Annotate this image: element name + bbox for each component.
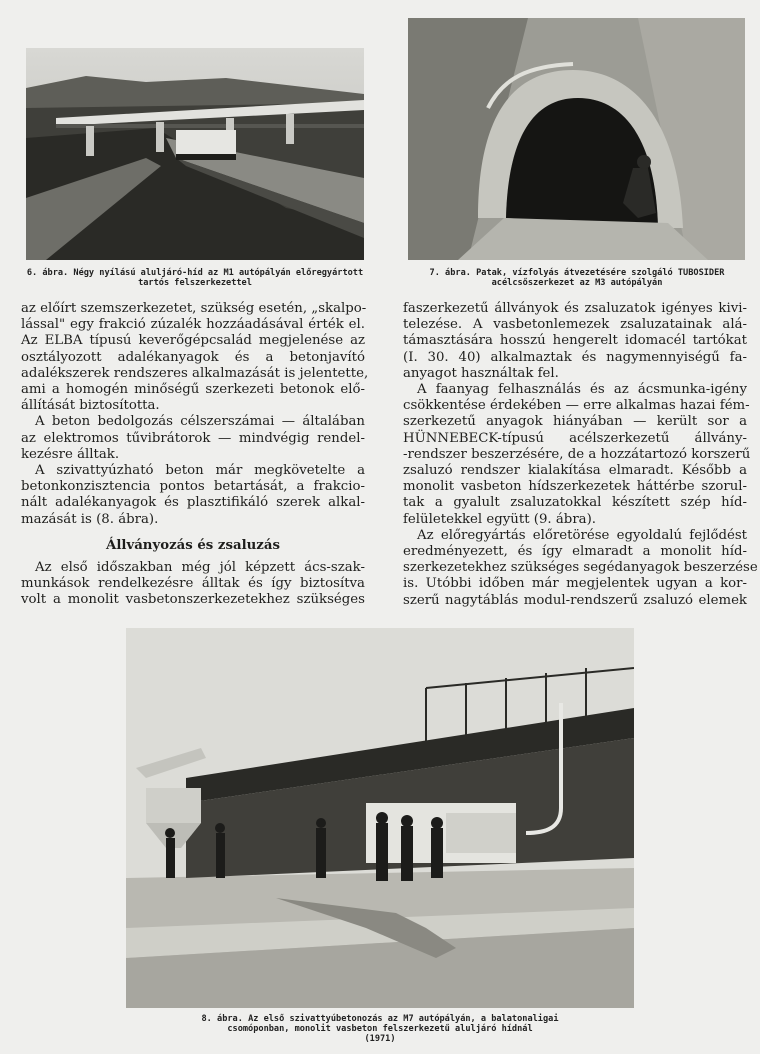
text-line: ami a homogén minőségű szerkezeti betonok elő- — [21, 382, 365, 398]
text-line: HÜNNEBECK-típusú acélszerkezetű állvány- — [403, 430, 747, 446]
text-line: kezésre álltak. — [21, 446, 120, 462]
text-line: állítását biztosította. — [21, 398, 160, 414]
caption-line: (1971) — [364, 1034, 396, 1044]
text-line: munkások rendelkezésre álltak és így biztosítva — [21, 576, 365, 592]
paragraph — [21, 301, 369, 414]
text-line: A szivattyúzható beton már megkövetelte a — [35, 463, 365, 479]
figure-8-caption — [160, 1014, 600, 1044]
text-line: szerű nagytáblás modul-rendszerű zsaluzó elemek — [403, 592, 747, 608]
text-line: anyagot használtak fel. — [403, 365, 559, 381]
caption-line: csomóponban, monolit vasbeton felszerkezetű aluljáró hídnál — [227, 1024, 533, 1034]
text-line: A faanyag felhasználás és az ácsmunka-igény — [417, 382, 747, 398]
text-line: betonkonzisztencia pontos betartását, a frakcio- — [21, 479, 365, 495]
caption-line: acélcsőszerkezet az M3 autópályán — [491, 278, 663, 288]
text-line: az előírt szemszerkezetet, szükség esetén, „skalpo- — [21, 301, 367, 316]
paragraph — [403, 382, 751, 528]
left-text-column — [21, 301, 369, 608]
text-line: szerkezetekhez szükséges segédanyagok beszerzése — [403, 560, 758, 576]
caption-line: 6. ábra. Négy nyílású aluljáró-híd az M1 autópályán előregyártott — [26, 268, 364, 278]
section-heading: Állványozás és zsaluzás — [106, 537, 280, 553]
caption-line: 8. ábra. Az első szivattyúbetonozás az M7 autópályán, a balatonaligai — [201, 1014, 559, 1024]
text-line: nált adalékanyagok és plasztifikáló szerek alkal- — [21, 495, 365, 511]
paragraph — [403, 527, 758, 609]
text-line: telezése. A vasbetonlemezek zsaluzatainak alá- — [403, 317, 747, 333]
text-line: lással" egy frakció zúzalék hozzáadásával érték el. — [21, 317, 365, 333]
text-line: Az első időszakban még jól képzett ács-szak- — [35, 559, 365, 575]
text-line: felületekkel együtt (9. ábra). — [403, 511, 597, 527]
text-line: Az ELBA típusú keverőgépcsalád megjelenése az — [21, 333, 365, 349]
paragraph — [21, 463, 365, 528]
figure-6-caption — [14, 268, 376, 288]
text-line: támasztására hosszú hengerelt idomacél tartókat — [403, 333, 747, 349]
paragraph — [21, 414, 365, 463]
text-line: eredményezett, és így elmaradt a monolit híd- — [403, 544, 747, 560]
text-line: is. Utóbbi időben már megjelentek ugyan a kor- — [403, 576, 747, 592]
text-line: szerkezetű anyagok hiányában — került sor a — [403, 414, 747, 430]
text-line: monolit vasbeton hídszerkezetek háttérbe szorul- — [403, 479, 747, 495]
text-line: mazását is (8. ábra). — [21, 511, 159, 527]
figure-6-photo — [26, 48, 364, 260]
caption-line: 7. ábra. Patak, vízfolyás átvezetésére szolgáló TUBOSIDER — [429, 268, 725, 278]
text-line: Az előregyártás előretörése egyoldalú fejlődést — [417, 527, 747, 543]
text-line: osztályozott adalékanyagok és a betonjavító — [21, 349, 365, 365]
text-line: A beton bedolgozás célszerszámai — általában — [35, 414, 365, 430]
text-line: tak a gyalult zsaluzatokkal készített szép híd- — [403, 495, 747, 511]
right-text-column — [403, 301, 758, 609]
text-line: az elektromos tűvibrátorok — mindvégig rendel- — [21, 430, 365, 446]
figure-8-photo — [126, 628, 634, 1008]
paragraph — [21, 560, 365, 609]
text-line: csökkentése érdekében — erre alkalmas hazai fém- — [403, 398, 750, 414]
text-line: volt a monolit vasbetonszerkezetekhez szükséges — [21, 592, 365, 608]
caption-line: tartós felszerkezettel — [138, 278, 252, 288]
figure-7-caption — [396, 268, 758, 288]
text-line: (I. 30. 40) alkalmaztak és nagymennyiségű fa- — [403, 349, 747, 365]
text-line: adalékszerek rendszeres alkalmazását is jelentette, — [21, 365, 369, 381]
text-line: -rendszer beszerzésére, de a hozzátartozó korszerű — [403, 446, 751, 462]
text-line: zsaluzó rendszer kialakítása elmaradt. Később a — [403, 463, 747, 479]
text-line: faszerkezetű állványok és zsaluzatok igényes kivi- — [403, 301, 747, 316]
paragraph — [403, 301, 747, 382]
figure-7-photo — [408, 18, 745, 260]
